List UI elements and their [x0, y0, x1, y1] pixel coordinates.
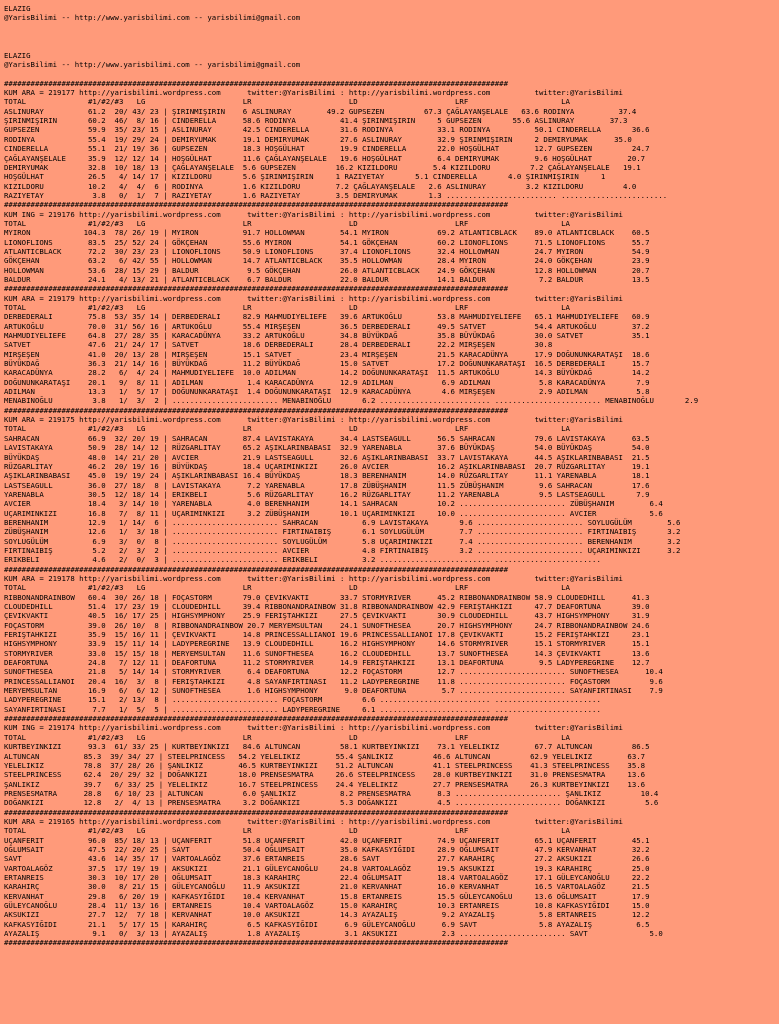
race-result-row: MERYEMSULTAN 16.9 6/ 6/ 12 | SUNOFTHESEA 1.6 HIGHSYMPHONY 9.0 DEAFORTUNA 5.7 ........................ SAYANFIRTINASI 7.9	[4, 686, 663, 696]
race-result-row: PRENSESMATRA 28.8 6/ 10/ 23 | ALTUNCAN 6.0 ŞANLIKIZ 8.2 PRENSESMATRA 8.3 ........................ ŞANLIKIZ 10.4	[4, 788, 659, 798]
blank-line	[4, 32, 779, 41]
race-result-row: KARAHIRÇ 30.0 8/ 21/ 15 | GÜLEYCANOĞLU 11.9 AKSUKIZI 21.0 KERVANHAT 16.0 KERVANHAT 16.5 VARTOALAGÖZ 21.5	[4, 882, 650, 892]
race-result-row: YELELIKIZ 78.8 37/ 28/ 26 | ŞANLIKIZ 46.5 KURTBEYINKIZI 51.2 ALTUNCAN 41.1 STEELPRINCESS 41.3 STEELPRINCESS 35.8	[4, 760, 646, 770]
race-result-row: SATVET 47.6 21/ 24/ 17 | SATVET 18.6 DERBEDERALI 28.4 DERBEDERALI 22.2 MIRŞEŞEN 30.8	[4, 340, 553, 350]
race-result-row: RÜZGARLITAY 46.2 20/ 19/ 16 | BÜYÜKDAŞ 18.4 UÇARIMINKIZI 26.0 AVCIER 16.2 AŞIKLARINBABASI 20.7 RÜZGARLITAY 19.1	[4, 461, 650, 471]
race-result-row: RIBBONANDRAINBOW 60.4 30/ 26/ 18 | FOÇASTORM 79.0 ÇEVIKVAKTI 33.7 STORMYRIVER 45.2 RIBBONANDRAINBOW 58.9 CLOUDEDHILL 41.3	[4, 592, 650, 602]
race-result-row: YARENABLA 30.5 12/ 18/ 14 | ERIKBELI 5.6 RÜZGARLITAY 16.2 RÜZGARLITAY 11.2 YARENABLA 9.5 LASTSEAGULL 7.9	[4, 489, 650, 499]
race-result-row: KAFKASYIĞIDI 21.1 5/ 17/ 15 | KARAHIRÇ 6.5 KAFKASYIĞIDI 6.9 GÜLEYCANOĞLU 6.9 SAVT 5.8 AYAZALIŞ 6.5	[4, 919, 650, 929]
race-result-row: ZÜBÜŞHANIM 12.6 1/ 3/ 18 | ........................ FIRTINAIBIŞ 6.1 SOYLUGÜLÜM 7.7 ........................ FIRTINAIBIŞ 3.2	[4, 527, 681, 537]
race-header-line: KUM ING = 219174 http://yarisbilimi.wordpress.com twitter:@YarisBilimi : http://yarisbilimi.wordpress.com twitter:@YarisBilimi	[4, 723, 623, 733]
race-result-row: UÇARIMINKIZI 16.8 7/ 8/ 11 | UÇARIMINKIZI 3.2 ZÜBÜŞHANIM 10.1 UÇARIMINKIZI 10.0 ........................ AVCIER 5.6	[4, 508, 663, 518]
race-result-row: CINDERELLA 55.1 21/ 19/ 36 | GUPSEZEN 18.3 HOŞGÜLHAT 19.9 CINDERELLA 22.0 HOŞGÜLHAT 12.7 GUPSEZEN 24.7	[4, 144, 650, 154]
race-result-row: PRINCESSALLIANOI 20.4 16/ 3/ 8 | FERIŞTAHKIZI 4.8 SAYANFIRTINASI 11.2 LADYPEREGRINE 11.8 ........................ FOÇASTORM 9.6	[4, 676, 663, 686]
race-result-row: DEMIRYUMAK 32.8 10/ 18/ 13 | ÇAĞLAYANŞELALE 5.6 GUPSEZEN 16.2 KIZILDORU 5.4 KIZILDORU 7.2 ÇAĞLAYANŞELALE 19.1	[4, 162, 641, 172]
race-result-row: KIZILDORU 10.2 4/ 4/ 6 | RODINYA 1.6 KIZILDORU 7.2 ÇAĞLAYANŞELALE 2.6 ASLINURAY 3.2 KIZILDORU 4.0	[4, 181, 637, 191]
race-result-row: ÇAĞLAYANŞELALE 35.9 12/ 12/ 14 | HOŞGÜLHAT 11.6 ÇAĞLAYANŞELALE 19.6 HOŞGÜLHAT 6.4 DEMIRYUMAK 9.6 HOŞGÜLHAT 20.7	[4, 153, 646, 163]
race-result-row: ERTANREIS 30.3 10/ 17/ 20 | OĞLUMSAIT 18.3 KARAHIRÇ 22.4 OĞLUMSAIT 18.4 VARTOALAGÖZ 17.1 GÜLEYCANOĞLU 22.2	[4, 872, 650, 882]
column-header-line: TOTAL #1/#2/#3 LG LR LD LRF LA	[4, 303, 570, 312]
city-title: ELAZIG	[4, 50, 31, 60]
race-result-row: ŞANLIKIZ 39.7 6/ 33/ 25 | YELELIKIZ 16.7 STEELPRINCESS 24.4 YELELIKIZ 27.7 PRENSESMATRA 26.3 KURTBEYINKIZI 13.6	[4, 779, 646, 789]
race-result-row: ŞIRINMIŞIRIN 60.2 46/ 8/ 16 | CINDERELLA 58.6 RODINYA 41.4 ŞIRINMIŞIRIN 5 GUPSEZEN 55.6 ASLINURAY 37.3	[4, 116, 628, 126]
column-header-line: TOTAL #1/#2/#3 LG LR LD LRF LA	[4, 732, 570, 742]
race-result-row: SOYLUGÜLÜM 6.9 3/ 0/ 8 | ........................ SOYLUGÜLÜM 5.8 UÇARIMINKIZI 7.4 ........................ BERENHANIM 3.2	[4, 536, 681, 546]
race-result-row: ALTUNCAN 85.3 39/ 34/ 27 | STEELPRINCESS 54.2 YELELIKIZ 55.4 ŞANLIKIZ 46.6 ALTUNCAN 62.9 YELELIKIZ 63.7	[4, 751, 646, 761]
race-result-row: MIRŞEŞEN 41.0 20/ 13/ 28 | MIRŞEŞEN 15.1 SATVET 23.4 MIRŞEŞEN 21.5 KARACADÜNYA 17.9 DOĞUNUNKARATAŞI 18.6	[4, 349, 650, 359]
race-result-row: GUPSEZEN 59.9 35/ 23/ 15 | ASLINURAY 42.5 CINDERELLA 31.6 RODINYA 33.1 RODINYA 50.1 CINDERELLA 36.6	[4, 125, 650, 135]
column-header-line: TOTAL #1/#2/#3 LG LR LD LRF LA	[4, 826, 570, 836]
race-result-row: OĞLUMSAIT 47.5 22/ 20/ 25 | SAVT 50.4 OĞLUMSAIT 35.0 KAFKASYIĞIDI 28.9 OĞLUMSAIT 47.9 KERVANHAT 32.2	[4, 844, 650, 854]
race-result-row: SAHRACAN 66.9 32/ 20/ 19 | SAHRACAN 87.4 LAVISTAKAYA 34.4 LASTSEAGULL 56.5 SAHRACAN 79.6 LAVISTAKAYA 63.5	[4, 433, 650, 443]
race-result-row: KERVANHAT 29.8 6/ 20/ 19 | KAFKASYIĞIDI 10.4 KERVANHAT 15.8 ERTANREIS 15.5 GÜLEYCANOĞLU 13.6 OĞLUMSAIT 17.9	[4, 891, 650, 901]
race-result-row: LASTSEAGULL 36.0 27/ 18/ 8 | LAVISTAKAYA 7.2 YARENABLA 17.8 ZÜBÜŞHANIM 11.5 ZÜBÜŞHANIM 9.6 SAHRACAN 17.6	[4, 480, 650, 490]
column-header-line: TOTAL #1/#2/#3 LG LR LD LRF LA	[4, 424, 570, 434]
race-result-row: BÜYÜKDAŞ 48.0 14/ 21/ 20 | AVCIER 21.9 LASTSEAGULL 32.6 AŞIKLARINBABASI 33.7 LAVISTAKAYA 44.5 AŞIKLARINBABASI 21.5	[4, 452, 650, 462]
race-result-row: UÇANFERIT 96.0 85/ 18/ 13 | UÇANFERIT 51.8 UÇANFERIT 42.0 UÇANFERIT 74.9 UÇANFERIT 65.1 UÇANFERIT 45.1	[4, 835, 650, 845]
race-result-row: ASLINURAY 61.2 20/ 43/ 23 | ŞIRINMIŞIRIN 6 ASLINURAY 49.2 GUPSEZEN 67.3 ÇAĞLAYANŞELALE 63.6 RODINYA 37.4	[4, 106, 637, 116]
separator-line: ##################################################################################################################	[4, 200, 509, 210]
race-result-row: GÜLEYCANOĞLU 28.4 11/ 13/ 16 | ERTANREIS 10.4 VARTOALAGÖZ 15.0 KARAHIRÇ 10.3 ERTANREIS 10.8 KAFKASYIĞIDI 15.0	[4, 901, 650, 910]
race-result-row: STEELPRINCESS 62.4 20/ 29/ 32 | DOĞANKIZI 18.0 PRENSESMATRA 26.6 STEELPRINCESS 28.0 KURTBEYINKIZI 31.0 PRENSESMATRA 13.6	[4, 770, 646, 780]
separator-line: ##################################################################################################################	[4, 938, 509, 948]
race-header-line: KUM ARA = 219178 http://yarisbilimi.wordpress.com twitter:@YarisBilimi : http://yarisbilimi.wordpress.com twitter:@YarisBilimi	[4, 573, 623, 583]
site-contact-line: @YarisBilimi -- http://www.yarisbilimi.com -- yarisbilimi@gmail.com	[4, 13, 301, 23]
blank-line	[4, 69, 779, 78]
race-result-row: KURTBEYINKIZI 93.3 61/ 33/ 25 | KURTBEYINKIZI 84.6 ALTUNCAN 58.1 KURTBEYINKIZI 73.1 YELELIKIZ 67.7 ALTUNCAN 86.5	[4, 742, 650, 752]
race-result-row: LAVISTAKAYA 50.9 28/ 14/ 12 | RÜZGARLITAY 65.2 AŞIKLARINBABASI 32.9 YARENABLA 37.6 BÜYÜKDAŞ 54.0 BÜYÜKDAŞ 54.0	[4, 443, 650, 453]
separator-line: ##################################################################################################################	[4, 405, 509, 415]
column-header-line: TOTAL #1/#2/#3 LG LR LD LRF LA	[4, 218, 570, 228]
race-result-row: DOĞANKIZI 12.8 2/ 4/ 13 | PRENSESMATRA 3.2 DOĞANKIZI 5.3 DOĞANKIZI 4.5 ........................ DOĞANKIZI 5.6	[4, 798, 659, 808]
separator-line: ##################################################################################################################	[4, 78, 509, 88]
race-result-row: RODINYA 55.4 19/ 29/ 24 | DEMIRYUMAK 19.1 DEMIRYUMAK 27.6 ASLINURAY 32.9 ŞIRINMIŞIRIN 2 DEMIRYUMAK 35.0	[4, 134, 632, 144]
race-result-row: ADILMAN 13.3 1/ 5/ 17 | DOĞUNUNKARATAŞI 1.4 DOĞUNUNKARATAŞI 12.9 KARACADÜNYA 4.6 MIRŞEŞEN 2.9 ADILMAN 5.8	[4, 387, 650, 397]
site-contact-line: @YarisBilimi -- http://www.yarisbilimi.com -- yarisbilimi@gmail.com	[4, 60, 301, 70]
blank-line	[4, 23, 779, 32]
race-result-row: DOĞUNUNKARATAŞI 20.1 9/ 8/ 11 | ADILMAN 1.4 KARACADÜNYA 12.9 ADILMAN 6.9 ADILMAN 5.8 KARACADÜNYA 7.9	[4, 377, 650, 387]
race-result-row: CLOUDEDHILL 51.4 17/ 23/ 19 | CLOUDEDHILL 39.4 RIBBONANDRAINBOW 31.8 RIBBONANDRAINBOW 42.9 FERIŞTAHKIZI 47.7 DEAFORTUNA 39.0	[4, 602, 650, 611]
race-result-row: RAZIYETAY 3.8 0/ 1/ 7 | RAZIYETAY 1.6 RAZIYETAY 3.5 DEMIRYUMAK 1.3 ......................... ........................	[4, 190, 668, 200]
separator-line: ##################################################################################################################	[4, 714, 509, 724]
race-result-row: GÖKÇEHAN 63.2 6/ 42/ 55 | HOLLOWMAN 14.7 ATLANTICBLACK 35.5 HOLLOWMAN 28.4 MYIRON 24.0 GÖKÇEHAN 23.9	[4, 256, 650, 266]
race-result-row: AKSUKIZI 27.7 12/ 7/ 18 | KERVANHAT 10.0 AKSUKIZI 14.3 AYAZALIŞ 9.2 AYAZALIŞ 5.8 ERTANREIS 12.2	[4, 910, 650, 920]
race-result-row: AYAZALIŞ 9.1 0/ 3/ 13 | AYAZALIŞ 1.8 AYAZALIŞ 3.1 AKSUKIZI 2.3 ........................ SAVT 5.0	[4, 929, 663, 939]
race-result-row: VARTOALAGÖZ 37.5 17/ 19/ 19 | AKSUKIZI 21.1 GÜLEYCANOĞLU 24.8 VARTOALAGÖZ 19.5 AKSUKIZI 19.3 KARAHIRÇ 25.0	[4, 863, 650, 873]
race-result-row: MENABINOĞLU 3.8 1/ 3/ 2 | ........................ MENABINOĞLU 6.2 ......................... ........................ MENABINOĞLU 2.9	[4, 396, 699, 406]
race-result-row: BÜYÜKDAĞ 36.3 21/ 14/ 16 | BÜYÜKDAĞ 11.2 BÜYÜKDAĞ 15.0 SATVET 17.2 DOĞUNUNKARATAŞI 16.5 DERBEDERALI 15.7	[4, 359, 650, 369]
race-result-row: HOLLOWMAN 53.6 28/ 15/ 29 | BALDUR 9.5 GÖKÇEHAN 26.0 ATLANTICBLACK 24.9 GÖKÇEHAN 12.8 HOLLOWMAN 20.7	[4, 265, 650, 275]
separator-line: ##################################################################################################################	[4, 807, 509, 817]
race-result-row: MAHMUDIYELIEFE 64.8 27/ 28/ 35 | KARACADÜNYA 33.2 ARTUKOĞLU 34.8 BÜYÜKDAĞ 35.8 BÜYÜKDAĞ 30.0 SATVET 35.1	[4, 331, 650, 341]
city-title: ELAZIG	[4, 4, 31, 13]
race-header-line: KUM ING = 219176 http://yarisbilimi.wordpress.com twitter:@YarisBilimi : http://yarisbilimi.wordpress.com twitter:@YarisBilimi	[4, 209, 623, 219]
race-header-line: KUM ARA = 219165 http://yarisbilimi.wordpress.com twitter:@YarisBilimi : http://yarisbilimi.wordpress.com twitter:@YarisBilimi	[4, 816, 623, 826]
race-result-row: BERENHANIM 12.9 1/ 14/ 6 | ........................ SAHRACAN 6.9 LAVISTAKAYA 9.6 ........................ SOYLUGÜLÜM 5.6	[4, 517, 681, 527]
race-header-line: KUM ARA = 219175 http://yarisbilimi.wordpress.com twitter:@YarisBilimi : http://yarisbilimi.wordpress.com twitter:@YarisBilimi	[4, 415, 623, 425]
race-result-row: FERIŞTAHKIZI 35.9 15/ 16/ 11 | ÇEVIKVAKTI 14.8 PRINCESSALLIANOI 19.6 PRINCESSALLIANOI 17.8 ÇEVIKVAKTI 15.2 FERIŞTAHKIZI 23.1	[4, 630, 650, 640]
race-header-line: KUM ARA = 219177 http://yarisbilimi.wordpress.com twitter:@YarisBilimi : http://yarisbilimi.wordpress.com twitter:@YarisBilimi	[4, 88, 623, 98]
race-result-row: SAYANFIRTINASI 7.7 1/ 5/ 5 | ........................ LADYPEREGRINE 6.1 ......................... ........................	[4, 704, 601, 714]
race-result-row: STORMYRIVER 33.0 15/ 15/ 18 | MERYEMSULTAN 11.6 SUNOFTHESEA 16.2 CLOUDEDHILL 13.7 SUNOFTHESEA 14.3 ÇEVIKVAKTI 13.6	[4, 648, 650, 658]
blank-line	[4, 41, 779, 50]
race-result-row: MYIRON 104.3 78/ 26/ 19 | MYIRON 91.7 HOLLOWMAN 54.1 MYIRON 69.2 ATLANTICBLACK 89.0 ATLANTICBLACK 60.5	[4, 228, 650, 238]
race-result-row: ÇEVIKVAKTI 40.5 16/ 17/ 25 | HIGHSYMPHONY 25.9 FERIŞTAHKIZI 27.5 ÇEVIKVAKTI 30.9 CLOUDEDHILL 43.7 HIGHSYMPHONY 31.9	[4, 611, 650, 621]
race-result-row: SAVT 43.6 14/ 35/ 17 | VARTOALAGÖZ 37.6 ERTANREIS 28.6 SAVT 27.7 KARAHIRÇ 27.2 AKSUKIZI 26.6	[4, 854, 650, 864]
race-result-row: SUNOFTHESEA 21.8 5/ 14/ 14 | STORMYRIVER 6.4 DEAFORTUNA 12.2 FOÇASTORM 12.7 ........................ SUNOFTHESEA 10.4	[4, 667, 663, 677]
race-result-row: AŞIKLARINBABASI 45.0 19/ 19/ 24 | AŞIKLARINBABASI 16.4 BÜYÜKDAŞ 18.3 BERENHANIM 14.0 RÜZGARLITAY 11.1 YARENABLA 18.1	[4, 471, 650, 481]
race-result-row: LIONOFLIONS 83.5 25/ 52/ 24 | GÖKÇEHAN 55.6 MYIRON 54.1 GÖKÇEHAN 60.2 LIONOFLIONS 71.5 LIONOFLIONS 55.7	[4, 237, 650, 247]
race-result-row: HIGHSYMPHONY 33.9 15/ 11/ 14 | LADYPEREGRINE 13.9 CLOUDEDHILL 16.2 HIGHSYMPHONY 14.6 STORMYRIVER 15.1 STORMYRIVER 15.1	[4, 639, 650, 649]
race-result-row: FIRTINAIBIŞ 5.2 2/ 3/ 2 | ........................ AVCIER 4.8 FIRTINAIBIŞ 3.2 ........................ UÇARIMINKIZI 3.2	[4, 545, 681, 555]
race-result-row: DEAFORTUNA 24.8 7/ 12/ 11 | DEAFORTUNA 11.2 STORMYRIVER 14.9 FERIŞTAHKIZI 13.1 DEAFORTUNA 9.5 LADYPEREGRINE 12.7	[4, 658, 650, 668]
race-result-row: ATLANTICBLACK 72.2 30/ 23/ 23 | LIONOFLIONS 50.9 LIONOFLIONS 37.4 LIONOFLIONS 32.4 HOLLOWMAN 24.7 MYIRON 54.9	[4, 246, 650, 256]
column-header-line: TOTAL #1/#2/#3 LG LR LD LRF LA	[4, 583, 570, 593]
race-result-row: BALDUR 24.1 4/ 13/ 21 | ATLANTICBLACK 6.7 BALDUR 22.0 BALDUR 14.1 BALDUR 7.2 BALDUR 13.5	[4, 274, 650, 284]
separator-line: ##################################################################################################################	[4, 564, 509, 574]
race-result-row: DERBEDERALI 75.8 53/ 35/ 14 | DERBEDERALI 82.9 MAHMUDIYELIEFE 39.6 ARTUKOĞLU 53.8 MAHMUDIYELIEFE 65.1 MAHMUDIYELIEFE 60.9	[4, 312, 650, 322]
race-result-row: ERIKBELI 4.6 2/ 0/ 3 | ........................ ERIKBELI 3.2 ......................... ........................	[4, 555, 601, 565]
race-result-row: AVCIER 18.4 3/ 14/ 10 | YARENABLA 4.0 BERENHANIM 14.1 SAHRACAN 10.2 ........................ ZÜBÜŞHANIM 6.4	[4, 499, 663, 509]
race-header-line: KUM ARA = 219179 http://yarisbilimi.wordpress.com twitter:@YarisBilimi : http://yarisbilimi.wordpress.com twitter:@YarisBilimi	[4, 293, 623, 303]
race-result-row: LADYPEREGRINE 15.1 2/ 13/ 8 | ........................ FOÇASTORM 6.6 ......................... ........................	[4, 695, 601, 705]
race-result-row: FOÇASTORM 39.0 26/ 10/ 8 | RIBBONANDRAINBOW 20.7 MERYEMSULTAN 24.1 SUNOFTHESEA 20.7 HIGHSYMPHONY 24.7 RIBBONANDRAINBOW 24.6	[4, 620, 650, 630]
race-result-row: HOŞGÜLHAT 26.5 4/ 14/ 17 | KIZILDORU 5.6 ŞIRINMIŞIRIN 1 RAZIYETAY 5.1 CINDERELLA 4.0 ŞIRINMIŞIRIN 1	[4, 172, 606, 182]
separator-line: ##################################################################################################################	[4, 284, 509, 294]
race-result-row: KARACADÜNYA 28.2 6/ 4/ 24 | MAHMUDIYELIEFE 10.0 ADILMAN 14.2 DOĞUNUNKARATAŞI 11.5 ARTUKOĞLU 14.3 BÜYÜKDAĞ 14.2	[4, 368, 650, 378]
race-result-row: ARTUKOĞLU 70.0 31/ 56/ 16 | ARTUKOĞLU 55.4 MIRŞEŞEN 36.5 DERBEDERALI 49.5 SATVET 54.4 ARTUKOĞLU 37.2	[4, 321, 650, 331]
column-header-line: TOTAL #1/#2/#3 LG LR LD LRF LA	[4, 97, 570, 107]
